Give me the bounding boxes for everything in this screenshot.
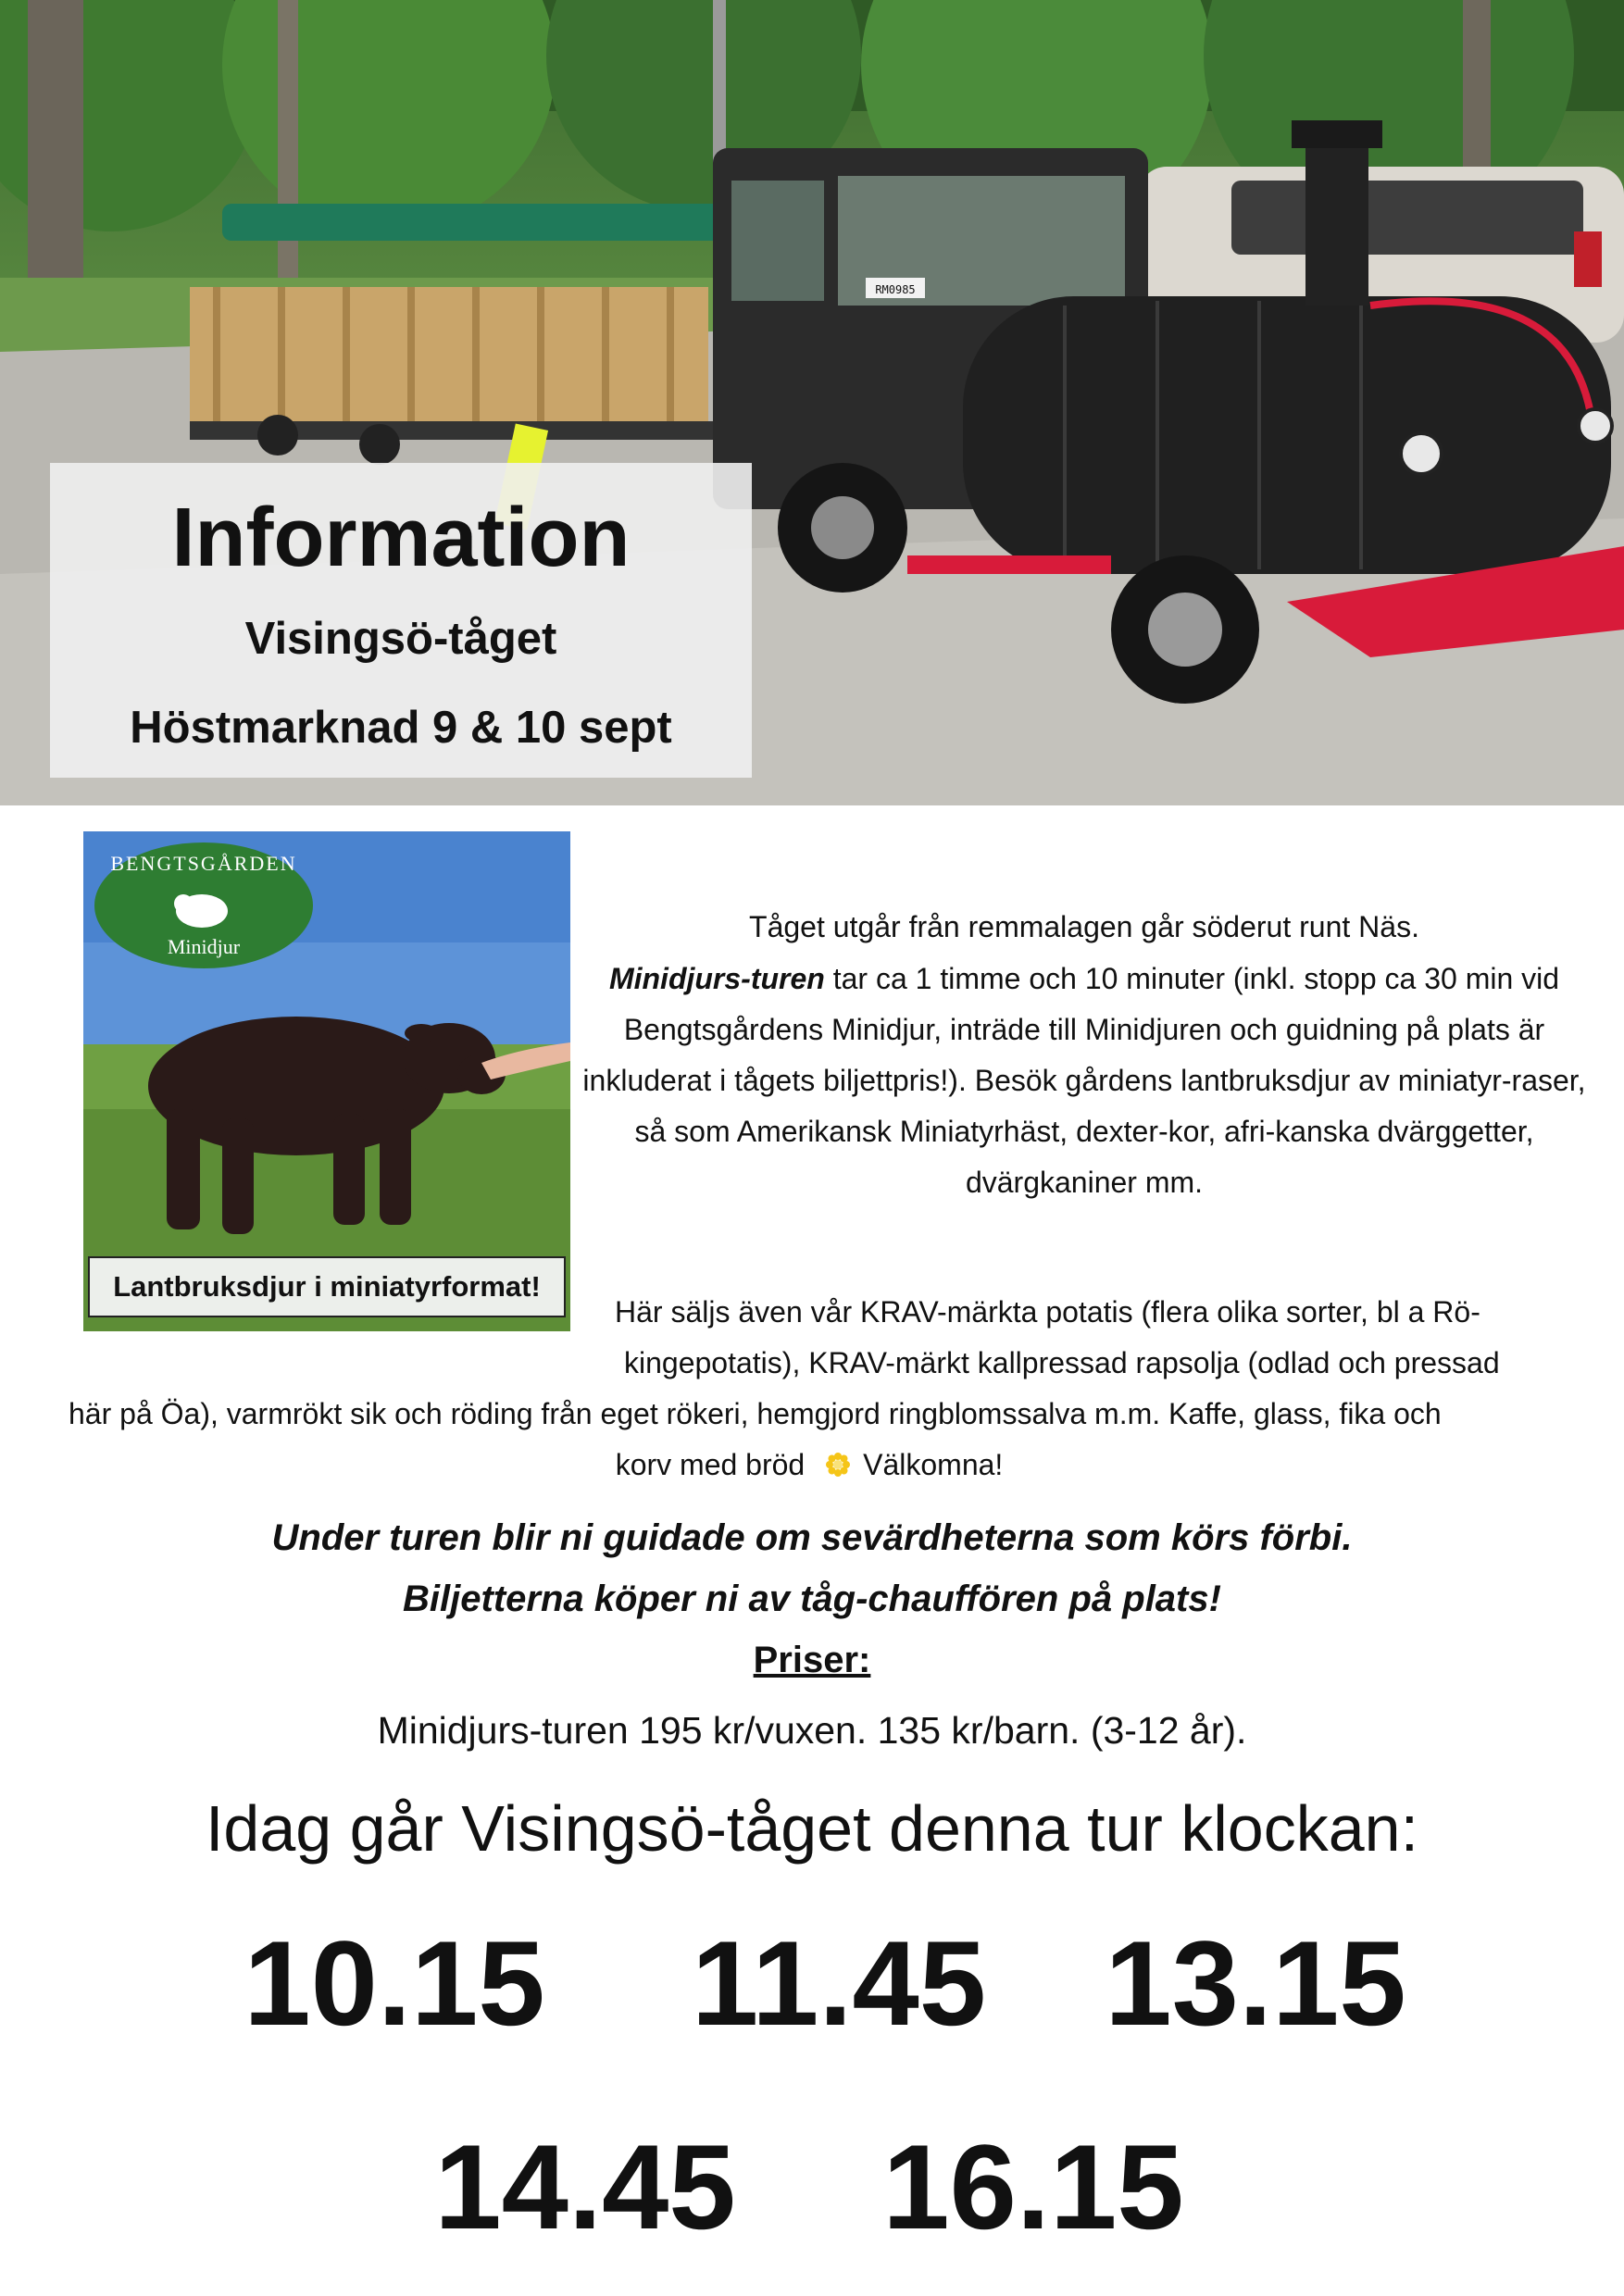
tour-name: Minidjurs-turen	[608, 962, 825, 995]
event-name: Höstmarknad 9 & 10 sept	[130, 703, 672, 753]
departure-time: 16.15	[882, 2119, 1184, 2254]
departure-time: 10.15	[244, 1915, 545, 2051]
sunflower-icon	[826, 1441, 850, 1492]
guided-tour-text: Under turen blir ni guidade om sevärdheterna som körs förbi.	[271, 1517, 1353, 1558]
hero-photo	[0, 0, 1624, 805]
sales-food-text: korv med bröd	[615, 1448, 806, 1481]
logo-subtitle: Minidjur	[167, 935, 241, 958]
tour-details: tar ca 1 timme och 10 minuter (inkl. stopp ca 30 min vid Bengtsgårdens Minidjur, inträde till Minidjuren och guidning på plats är inkluderat i tågets biljettpris!). Besök gårdens lantbruksdjur av miniatyr-raser, så som Amerikansk Miniatyrhäst, dexter-kor, afri-kanska dvärggetter, dvärgkaniner mm.	[582, 962, 1586, 1199]
photo-caption: Lantbruksdjur i miniatyrformat!	[88, 1256, 566, 1317]
departure-time: 14.45	[434, 2119, 736, 2254]
title-panel	[50, 463, 752, 778]
departure-time: 11.45	[691, 1915, 987, 2051]
price-line: Minidjurs-turen 195 kr/vuxen. 135 kr/barn. (3-12 år).	[377, 1709, 1247, 1752]
tour-description	[580, 954, 1589, 1208]
sales-line-4	[69, 1440, 1550, 1492]
welcome-text: Välkomna!	[863, 1448, 1004, 1481]
logo-name: BENGTSGÅRDEN	[110, 852, 297, 875]
prices-heading: Priser:	[753, 1640, 871, 1680]
departure-time: 13.15	[1105, 1915, 1406, 2051]
schedule-heading: Idag går Visingsö-tåget denna tur klockan:	[205, 1792, 1419, 1865]
route-text: Tåget utgår från remmalagen går söderut runt Näs.	[749, 910, 1419, 943]
license-plate: RM0985	[875, 283, 916, 296]
sales-line-1: Här säljs även vår KRAV-märkta potatis (flera olika sorter, bl a Rö-	[615, 1295, 1480, 1329]
sales-text	[69, 1287, 1550, 1492]
page-title: Information	[171, 492, 631, 584]
tickets-text: Biljetterna köper ni av tåg-chauffören på plats!	[403, 1578, 1221, 1619]
train-name: Visingsö-tåget	[244, 614, 557, 664]
farm-photo	[83, 831, 570, 1331]
sales-line-3: här på Öa), varmrökt sik och röding från eget rökeri, hemgjord ringblomssalva m.m. Kaffe, glass, fika och	[69, 1397, 1442, 1430]
sales-line-2: kingepotatis), KRAV-märkt kallpressad rapsolja (odlad och pressad	[624, 1346, 1500, 1379]
